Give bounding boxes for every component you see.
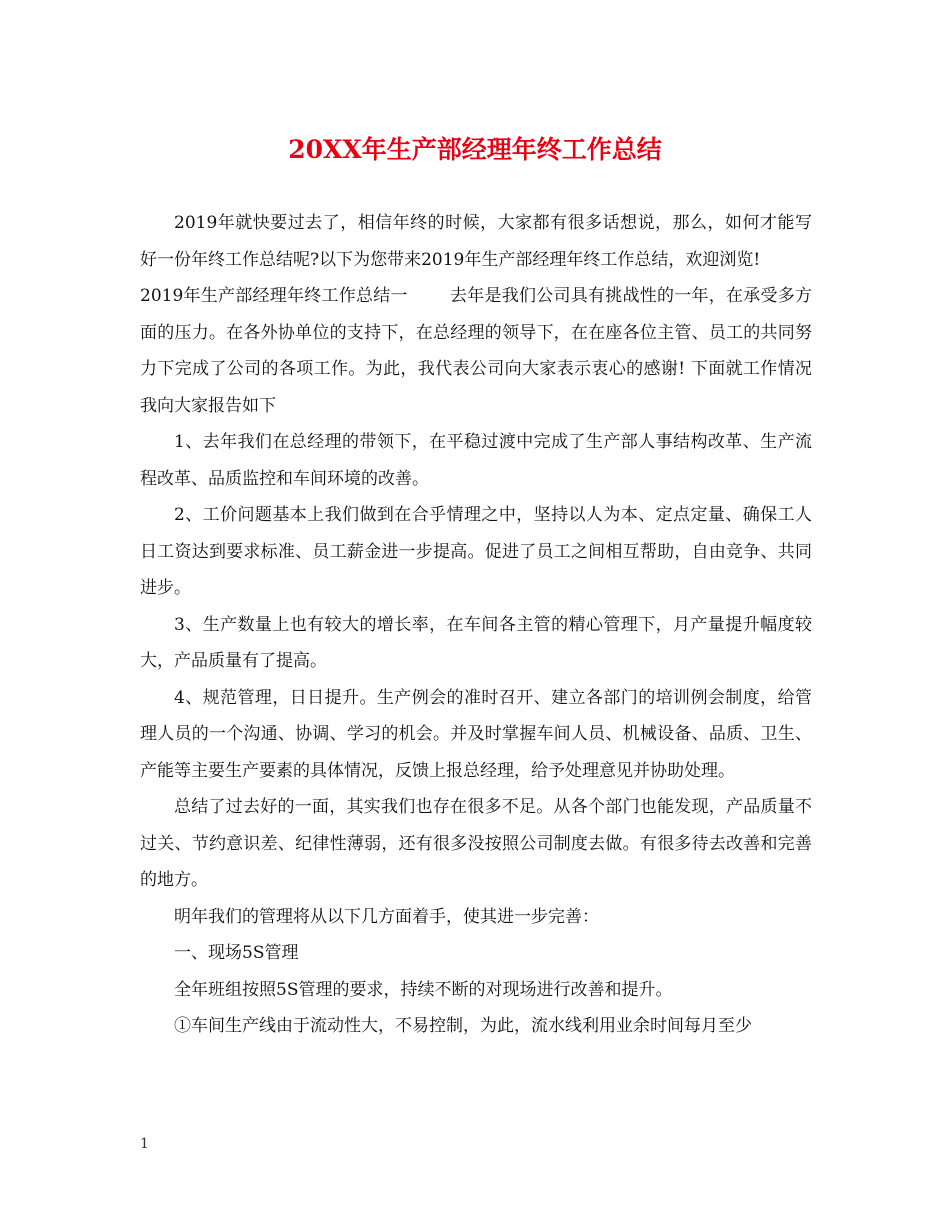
item-1-paragraph: 1、去年我们在总经理的带领下，在平稳过渡中完成了生产部人事结构改革、生产流程改革、品质监控和车间环境的改善。 (140, 432, 812, 489)
document-title: 20XX年生产部经理年终工作总结 (288, 135, 662, 164)
section-heading: 2019年生产部经理年终工作总结一 (140, 286, 408, 306)
point-1-paragraph: ①车间生产线由于流动性大，不易控制，为此，流水线利用业余时间每月至少 (174, 1016, 752, 1036)
section-paragraph (140, 278, 812, 424)
item-3-paragraph: 3、生产数量上也有较大的增长率，在车间各主管的精心管理下，月产量提升幅度较大，产品质量有了提高。 (140, 614, 812, 671)
subheading-5s: 一、现场5S管理 (174, 943, 299, 963)
document-body (140, 205, 812, 1045)
5s-paragraph: 全年班组按照5S管理的要求，持续不断的对现场进行改善和提升。 (174, 979, 673, 1000)
plan-paragraph: 明年我们的管理将从以下几方面着手，使其进一步完善： (174, 906, 599, 927)
page-number: 1 (140, 1136, 149, 1152)
summary-paragraph: 总结了过去好的一面，其实我们也存在很多不足。从各个部门也能发现，产品质量不过关、节约意识差、纪律性薄弱，还有很多没按照公司制度去做。有很多待去改善和完善的地方。 (140, 797, 812, 890)
section-body: 去年是我们公司具有挑战性的一年，在承受多方面的压力。在各外协单位的支持下，在总经理的领导下，在在座各位主管、员工的共同努力下完成了公司的各项工作。为此，我代表公司向大家表示衷心的感谢! 下面就工作情况我向大家报告如下 (140, 286, 813, 416)
item-4-paragraph: 4、规范管理，日日提升。生产例会的准时召开、建立各部门的培训例会制度，给管理人员的一个沟通、协调、学习的机会。并及时掌握车间人员、机械设备、品质、卫生、产能等主要生产要素的具体情况，反馈上报总经理，给予处理意见并协助处理。 (140, 687, 812, 781)
item-2-paragraph: 2、工价问题基本上我们做到在合乎情理之中，坚持以人为本、定点定量、确保工人日工资达到要求标准、员工薪金进一步提高。促进了员工之间相互帮助，自由竞争、共同进步。 (140, 505, 812, 598)
intro-paragraph: 2019年就快要过去了，相信年终的时候，大家都有很多话想说，那么，如何才能写好一份年终工作总结呢?以下为您带来2019年生产部经理年终工作总结，欢迎浏览! (140, 213, 812, 270)
